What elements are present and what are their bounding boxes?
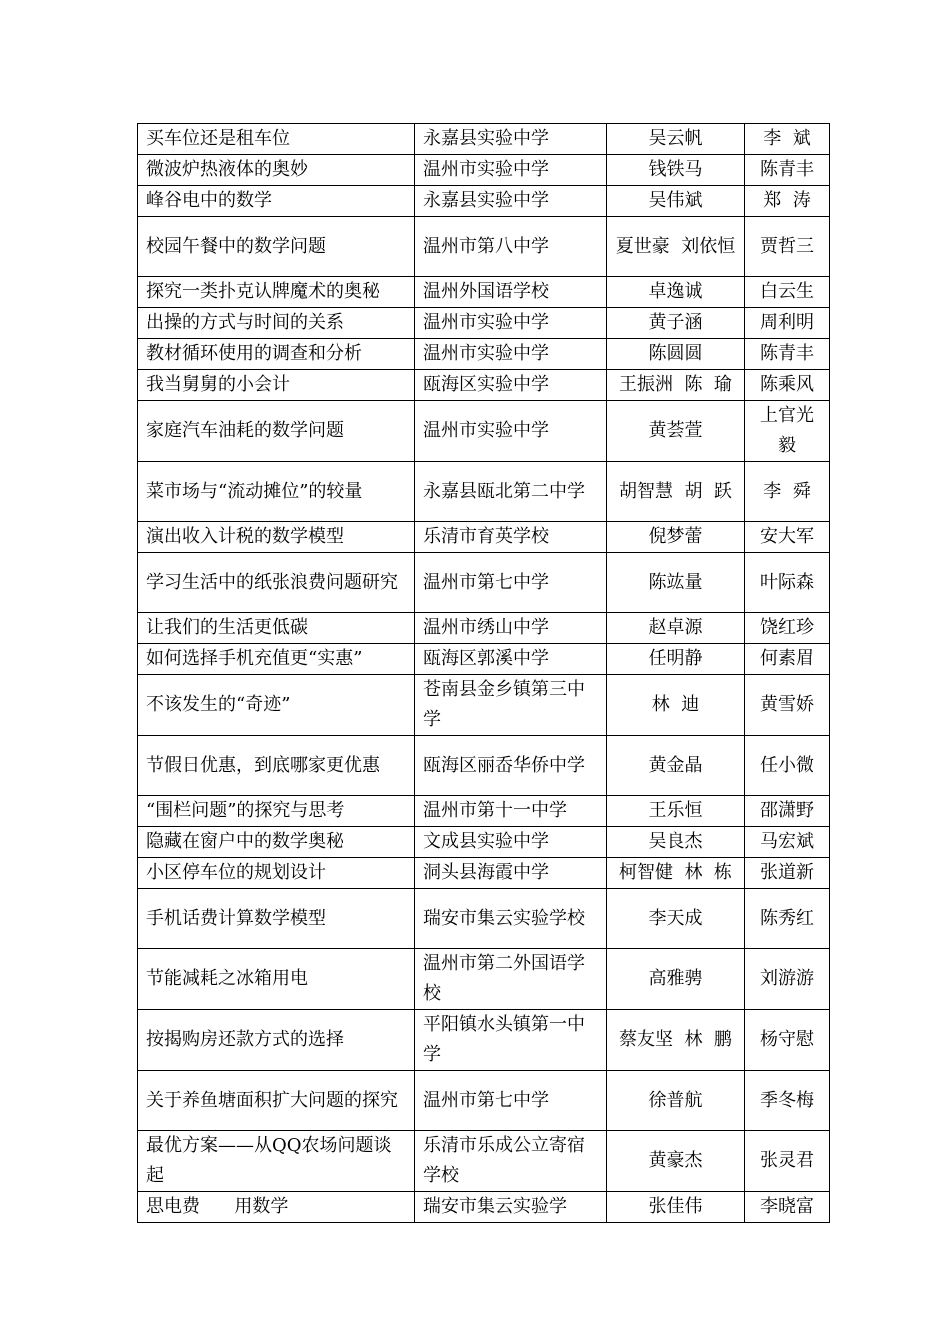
project-title-cell: 学习生活中的纸张浪费问题研究 bbox=[138, 553, 415, 613]
teacher-cell: 周利明 bbox=[745, 308, 830, 339]
table-row bbox=[138, 1192, 830, 1223]
teacher-cell: 白云生 bbox=[745, 277, 830, 308]
school-cell: 苍南县金乡镇第三中学 bbox=[415, 675, 607, 736]
student-cell: 李天成 bbox=[607, 889, 745, 949]
student-cell: 林 迪 bbox=[607, 675, 745, 736]
project-title-cell: 出操的方式与时间的关系 bbox=[138, 308, 415, 339]
school-cell: 永嘉县瓯北第二中学 bbox=[415, 462, 607, 522]
student-cell: 钱铁马 bbox=[607, 155, 745, 186]
project-title-cell: 教材循环使用的调查和分析 bbox=[138, 339, 415, 370]
project-title-cell: 探究一类扑克认牌魔术的奥秘 bbox=[138, 277, 415, 308]
teacher-cell: 安大军 bbox=[745, 522, 830, 553]
school-cell: 温州市绣山中学 bbox=[415, 613, 607, 644]
student-cell: 张佳伟 bbox=[607, 1192, 745, 1223]
student-cell: 柯智健 林 栋 bbox=[607, 858, 745, 889]
school-cell: 温州市第七中学 bbox=[415, 553, 607, 613]
award-table-body bbox=[138, 124, 830, 1223]
student-cell: 夏世豪 刘依恒 bbox=[607, 217, 745, 277]
teacher-cell: 邵潇野 bbox=[745, 796, 830, 827]
table-row bbox=[138, 462, 830, 522]
table-row bbox=[138, 124, 830, 155]
student-cell: 吴云帆 bbox=[607, 124, 745, 155]
table-row bbox=[138, 553, 830, 613]
project-title-cell: 校园午餐中的数学问题 bbox=[138, 217, 415, 277]
teacher-cell: 季冬梅 bbox=[745, 1071, 830, 1131]
table-row bbox=[138, 1131, 830, 1192]
project-title-cell: 家庭汽车油耗的数学问题 bbox=[138, 401, 415, 462]
student-cell: 黄子涵 bbox=[607, 308, 745, 339]
project-title-cell: 最优方案——从QQ农场问题谈起 bbox=[138, 1131, 415, 1192]
project-title-cell: 微波炉热液体的奥妙 bbox=[138, 155, 415, 186]
award-table bbox=[137, 123, 830, 1223]
teacher-cell: 上官光毅 bbox=[745, 401, 830, 462]
student-cell: 任明静 bbox=[607, 644, 745, 675]
teacher-cell: 李 斌 bbox=[745, 124, 830, 155]
student-cell: 陈圆圆 bbox=[607, 339, 745, 370]
teacher-cell: 陈秀红 bbox=[745, 889, 830, 949]
school-cell: 温州市第十一中学 bbox=[415, 796, 607, 827]
school-cell: 温州市实验中学 bbox=[415, 401, 607, 462]
table-row bbox=[138, 889, 830, 949]
teacher-cell: 何素眉 bbox=[745, 644, 830, 675]
project-title-cell: 演出收入计税的数学模型 bbox=[138, 522, 415, 553]
table-row bbox=[138, 644, 830, 675]
table-row bbox=[138, 1071, 830, 1131]
school-cell: 乐清市育英学校 bbox=[415, 522, 607, 553]
project-title-cell: 我当舅舅的小会计 bbox=[138, 370, 415, 401]
student-cell: 吴伟斌 bbox=[607, 186, 745, 217]
student-cell: 胡智慧 胡 跃 bbox=[607, 462, 745, 522]
teacher-cell: 饶红珍 bbox=[745, 613, 830, 644]
table-row bbox=[138, 186, 830, 217]
project-title-cell: 让我们的生活更低碳 bbox=[138, 613, 415, 644]
teacher-cell: 黄雪娇 bbox=[745, 675, 830, 736]
project-title-cell: 小区停车位的规划设计 bbox=[138, 858, 415, 889]
project-title-cell: “围栏问题”的探究与思考 bbox=[138, 796, 415, 827]
project-title-cell: 如何选择手机充值更“实惠” bbox=[138, 644, 415, 675]
school-cell: 文成县实验中学 bbox=[415, 827, 607, 858]
school-cell: 瑞安市集云实验学 bbox=[415, 1192, 607, 1223]
school-cell: 永嘉县实验中学 bbox=[415, 186, 607, 217]
document-page bbox=[137, 123, 829, 1223]
teacher-cell: 叶际森 bbox=[745, 553, 830, 613]
student-cell: 倪梦蕾 bbox=[607, 522, 745, 553]
table-row bbox=[138, 949, 830, 1010]
project-title-cell: 隐藏在窗户中的数学奥秘 bbox=[138, 827, 415, 858]
student-cell: 黄豪杰 bbox=[607, 1131, 745, 1192]
student-cell: 赵卓源 bbox=[607, 613, 745, 644]
project-title-cell: 按揭购房还款方式的选择 bbox=[138, 1010, 415, 1071]
student-cell: 蔡友坚 林 鹏 bbox=[607, 1010, 745, 1071]
school-cell: 平阳镇水头镇第一中学 bbox=[415, 1010, 607, 1071]
teacher-cell: 张灵君 bbox=[745, 1131, 830, 1192]
project-title-cell: 关于养鱼塘面积扩大问题的探究 bbox=[138, 1071, 415, 1131]
table-row bbox=[138, 155, 830, 186]
student-cell: 陈竑量 bbox=[607, 553, 745, 613]
table-row bbox=[138, 858, 830, 889]
teacher-cell: 李晓富 bbox=[745, 1192, 830, 1223]
student-cell: 王乐恒 bbox=[607, 796, 745, 827]
school-cell: 温州市实验中学 bbox=[415, 308, 607, 339]
school-cell: 温州市实验中学 bbox=[415, 339, 607, 370]
student-cell: 王振洲 陈 瑜 bbox=[607, 370, 745, 401]
teacher-cell: 陈青丰 bbox=[745, 155, 830, 186]
project-title-cell: 思电费 用数学 bbox=[138, 1192, 415, 1223]
school-cell: 温州市第二外国语学校 bbox=[415, 949, 607, 1010]
project-title-cell: 不该发生的“奇迹” bbox=[138, 675, 415, 736]
table-row bbox=[138, 339, 830, 370]
teacher-cell: 刘游游 bbox=[745, 949, 830, 1010]
project-title-cell: 菜市场与“流动摊位”的较量 bbox=[138, 462, 415, 522]
school-cell: 洞头县海霞中学 bbox=[415, 858, 607, 889]
school-cell: 温州市实验中学 bbox=[415, 155, 607, 186]
teacher-cell: 陈乘风 bbox=[745, 370, 830, 401]
teacher-cell: 李 舜 bbox=[745, 462, 830, 522]
school-cell: 瓯海区实验中学 bbox=[415, 370, 607, 401]
project-title-cell: 手机话费计算数学模型 bbox=[138, 889, 415, 949]
teacher-cell: 郑 涛 bbox=[745, 186, 830, 217]
project-title-cell: 节假日优惠，到底哪家更优惠 bbox=[138, 736, 415, 796]
student-cell: 黄金晶 bbox=[607, 736, 745, 796]
table-row bbox=[138, 736, 830, 796]
school-cell: 温州市第八中学 bbox=[415, 217, 607, 277]
table-row bbox=[138, 1010, 830, 1071]
table-row bbox=[138, 522, 830, 553]
project-title-cell: 节能减耗之冰箱用电 bbox=[138, 949, 415, 1010]
teacher-cell: 陈青丰 bbox=[745, 339, 830, 370]
school-cell: 温州市第七中学 bbox=[415, 1071, 607, 1131]
student-cell: 吴良杰 bbox=[607, 827, 745, 858]
table-row bbox=[138, 308, 830, 339]
project-title-cell: 买车位还是租车位 bbox=[138, 124, 415, 155]
student-cell: 卓逸诚 bbox=[607, 277, 745, 308]
table-row bbox=[138, 217, 830, 277]
table-row bbox=[138, 277, 830, 308]
project-title-cell: 峰谷电中的数学 bbox=[138, 186, 415, 217]
school-cell: 瑞安市集云实验学校 bbox=[415, 889, 607, 949]
table-row bbox=[138, 796, 830, 827]
table-row bbox=[138, 675, 830, 736]
teacher-cell: 杨守慰 bbox=[745, 1010, 830, 1071]
school-cell: 永嘉县实验中学 bbox=[415, 124, 607, 155]
school-cell: 温州外国语学校 bbox=[415, 277, 607, 308]
school-cell: 瓯海区郭溪中学 bbox=[415, 644, 607, 675]
student-cell: 黄荟萱 bbox=[607, 401, 745, 462]
teacher-cell: 贾哲三 bbox=[745, 217, 830, 277]
school-cell: 瓯海区丽岙华侨中学 bbox=[415, 736, 607, 796]
teacher-cell: 张道新 bbox=[745, 858, 830, 889]
teacher-cell: 任小微 bbox=[745, 736, 830, 796]
school-cell: 乐清市乐成公立寄宿学校 bbox=[415, 1131, 607, 1192]
teacher-cell: 马宏斌 bbox=[745, 827, 830, 858]
table-row bbox=[138, 827, 830, 858]
student-cell: 徐普航 bbox=[607, 1071, 745, 1131]
table-row bbox=[138, 370, 830, 401]
table-row bbox=[138, 401, 830, 462]
table-row bbox=[138, 613, 830, 644]
student-cell: 高雅骋 bbox=[607, 949, 745, 1010]
